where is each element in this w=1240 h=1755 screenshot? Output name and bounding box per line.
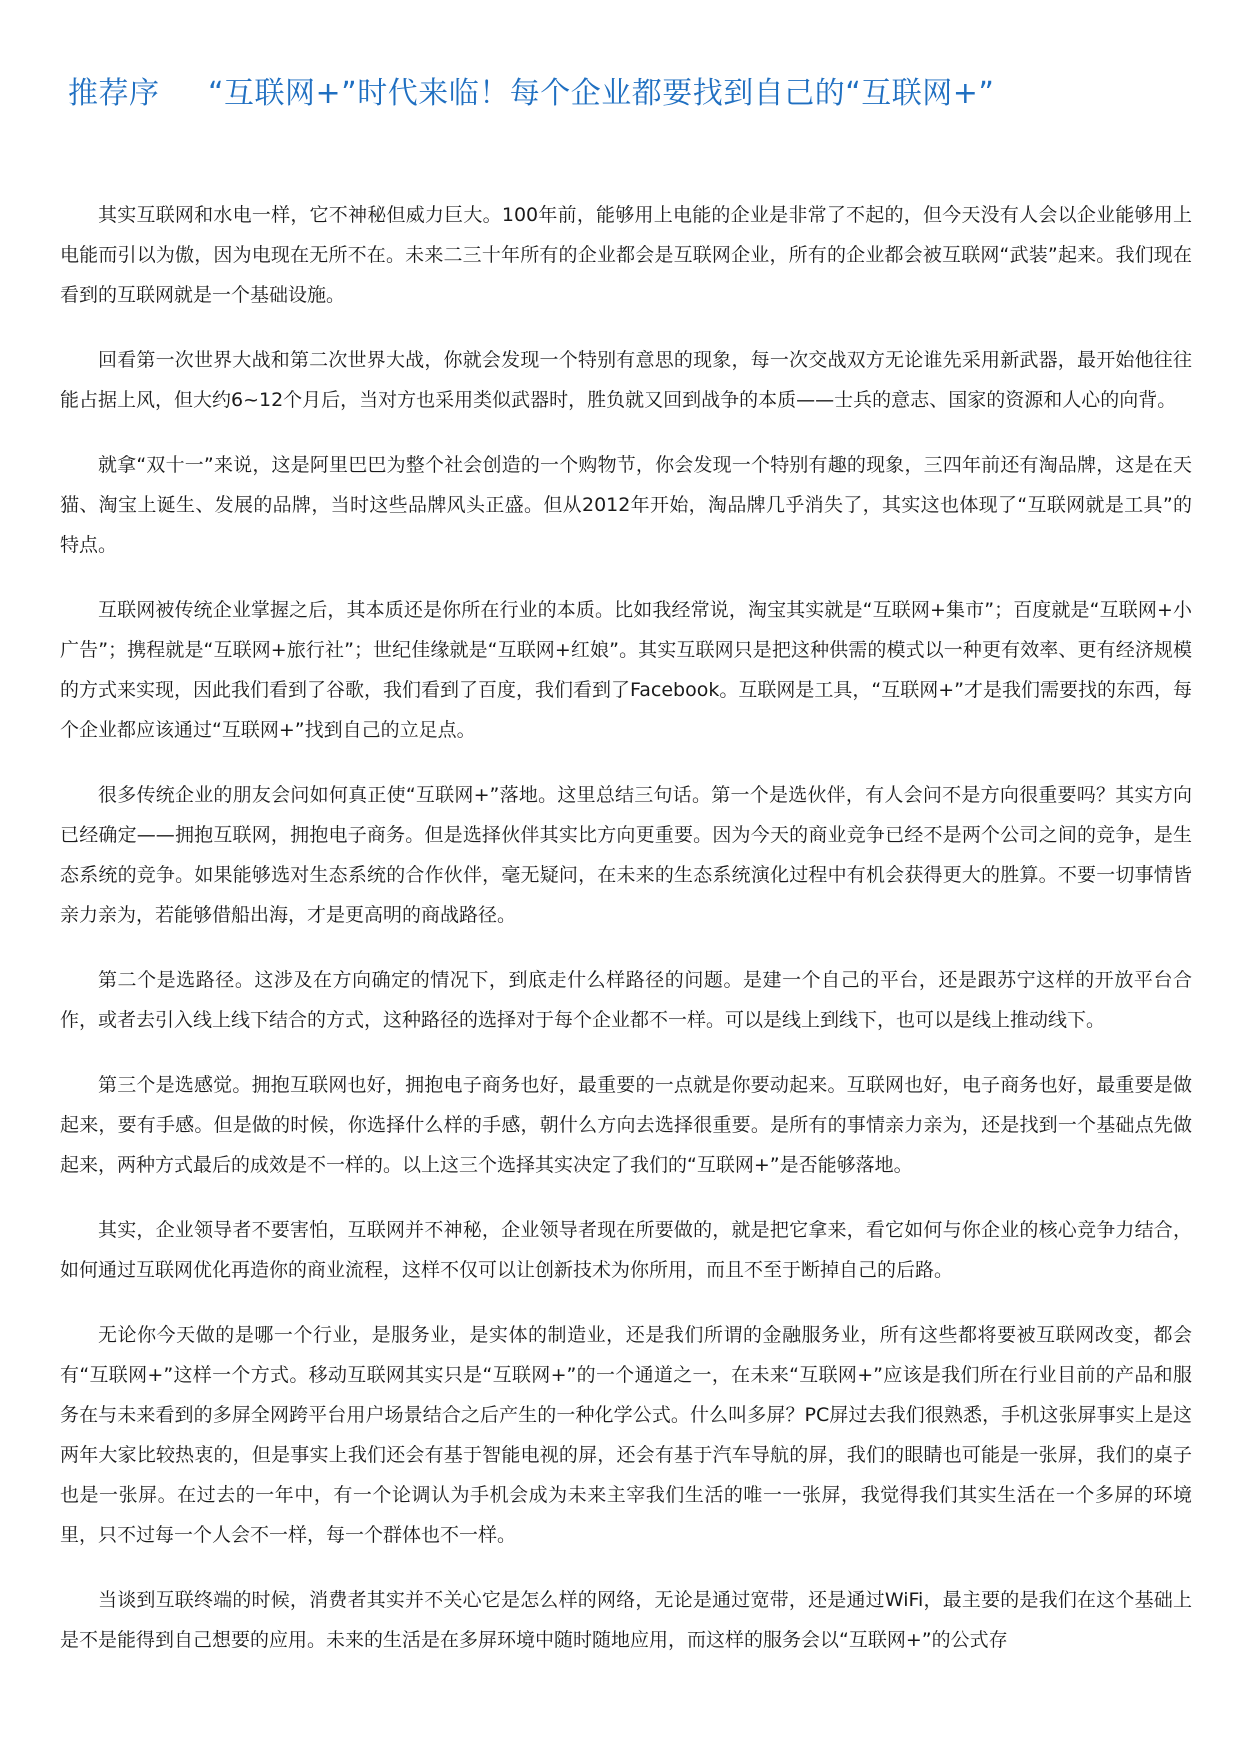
paragraph: 无论你今天做的是哪一个行业，是服务业，是实体的制造业，还是我们所谓的金融服务业，所有这些都将要被互联网改变，都会有“互联网+”这样一个方式。移动互联网其实只是“互联网+”的一个通道之一，在未来“互联网+”应该是我们所在行业目前的产品和服务在与未来看到的多屏全网跨平台用户场景结合之后产生的一种化学公式。什么叫多屏？PC屏过去我们很熟悉，手机这张屏事实上是这两年大家比较热衷的，但是事实上我们还会有基于智能电视的屏，还会有基于汽车导航的屏，我们的眼睛也可能是一张屏，我们的桌子也是一张屏。在过去的一年中，有一个论调认为手机会成为未来主宰我们生活的唯一一张屏，我觉得我们其实生活在一个多屏的环境里，只不过每一个人会不一样，每一个群体也不一样。 <box>60 1324 1192 1546</box>
chapter-title <box>68 72 1198 116</box>
body-text <box>60 195 1192 1685</box>
paragraph: 回看第一次世界大战和第二次世界大战，你就会发现一个特别有意思的现象，每一次交战双方无论谁先采用新武器，最开始他往往能占据上风，但大约6~12个月后，当对方也采用类似武器时，胜负就又回到战争的本质——士兵的意志、国家的资源和人心的向背。 <box>60 349 1192 411</box>
paragraph: 其实互联网和水电一样，它不神秘但威力巨大。100年前，能够用上电能的企业是非常了不起的，但今天没有人会以企业能够用上电能而引以为傲，因为电现在无所不在。未来二三十年所有的企业都会是互联网企业，所有的企业都会被互联网“武装”起来。我们现在看到的互联网就是一个基础设施。 <box>60 204 1192 306</box>
paragraph: 第二个是选路径。这涉及在方向确定的情况下，到底走什么样路径的问题。是建一个自己的平台，还是跟苏宁这样的开放平台合作，或者去引入线上线下结合的方式，这种路径的选择对于每个企业都不一样。可以是线上到线下，也可以是线上推动线下。 <box>60 969 1192 1031</box>
paragraph: 当谈到互联终端的时候，消费者其实并不关心它是怎么样的网络，无论是通过宽带，还是通过WiFi，最主要的是我们在这个基础上是不是能得到自己想要的应用。未来的生活是在多屏环境中随时随地应用，而这样的服务会以“互联网+”的公式存 <box>60 1589 1192 1651</box>
chapter-title-lead: 推荐序 <box>68 76 160 111</box>
paragraph: 第三个是选感觉。拥抱互联网也好，拥抱电子商务也好，最重要的一点就是你要动起来。互联网也好，电子商务也好，最重要是做起来，要有手感。但是做的时候，你选择什么样的手感，朝什么方向去选择很重要。是所有的事情亲力亲为，还是找到一个基础点先做起来，两种方式最后的成效是不一样的。以上这三个选择其实决定了我们的“互联网+”是否能够落地。 <box>60 1074 1192 1176</box>
paragraph: 很多传统企业的朋友会问如何真正使“互联网+”落地。这里总结三句话。第一个是选伙伴，有人会问不是方向很重要吗？其实方向已经确定——拥抱互联网，拥抱电子商务。但是选择伙伴其实比方向更重要。因为今天的商业竞争已经不是两个公司之间的竞争，是生态系统的竞争。如果能够选对生态系统的合作伙伴，毫无疑问，在未来的生态系统演化过程中有机会获得更大的胜算。不要一切事情皆亲力亲为，若能够借船出海，才是更高明的商战路径。 <box>60 784 1192 926</box>
paragraph: 就拿“双十一”来说，这是阿里巴巴为整个社会创造的一个购物节，你会发现一个特别有趣的现象，三四年前还有淘品牌，这是在天猫、淘宝上诞生、发展的品牌，当时这些品牌风头正盛。但从2012年开始，淘品牌几乎消失了，其实这也体现了“互联网就是工具”的特点。 <box>60 454 1192 556</box>
chapter-title-text: “互联网+”时代来临！每个企业都要找到自己的“互联网+” <box>208 76 995 111</box>
paragraph: 其实，企业领导者不要害怕，互联网并不神秘，企业领导者现在所要做的，就是把它拿来，看它如何与你企业的核心竞争力结合，如何通过互联网优化再造你的商业流程，这样不仅可以让创新技术为你所用，而且不至于断掉自己的后路。 <box>60 1219 1192 1281</box>
paragraph: 互联网被传统企业掌握之后，其本质还是你所在行业的本质。比如我经常说，淘宝其实就是“互联网+集市”；百度就是“互联网+小广告”；携程就是“互联网+旅行社”；世纪佳缘就是“互联网+红娘”。其实互联网只是把这种供需的模式以一种更有效率、更有经济规模的方式来实现，因此我们看到了谷歌，我们看到了百度，我们看到了Facebook。互联网是工具，“互联网+”才是我们需要找的东西，每个企业都应该通过“互联网+”找到自己的立足点。 <box>60 599 1192 741</box>
